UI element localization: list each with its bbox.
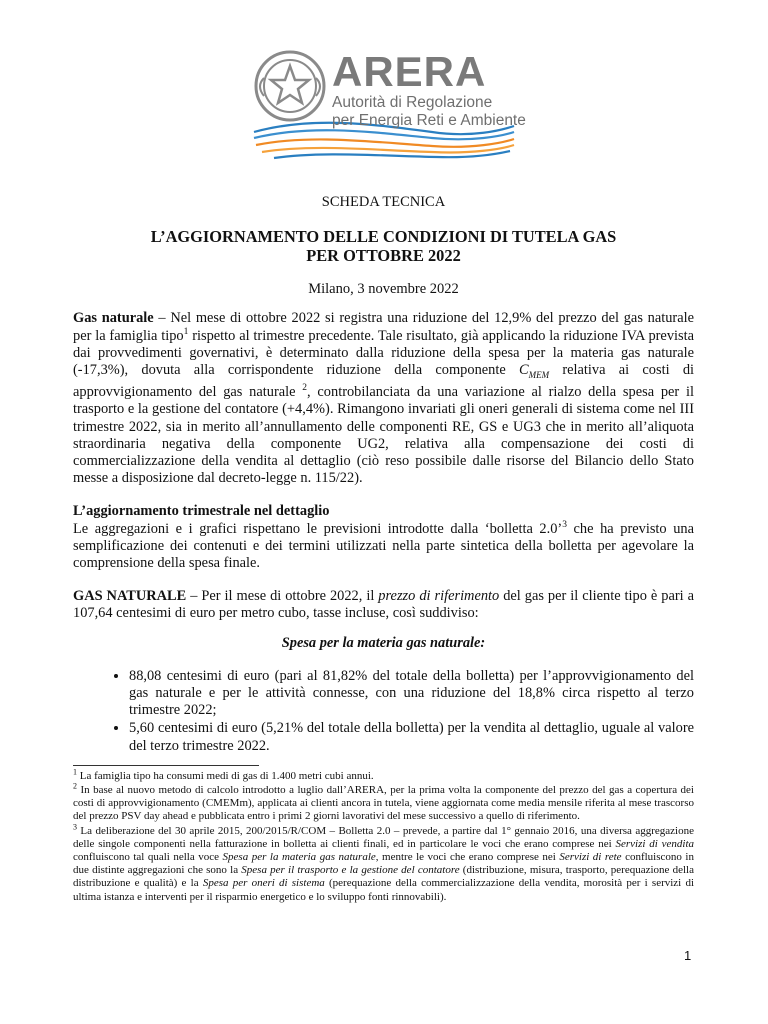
logo-text <box>332 50 526 130</box>
page-number: 1 <box>684 948 692 963</box>
cmem-term: $C_{MEM}$ <box>519 362 550 380</box>
footnote-2: $^2$ In base al nuovo metodo di calcolo introdotto a luglio dall’ARERA, per la prima volta la componente del prezzo del gas a copertura dei costi di approvvigionamento (CMEMm), applicata ai clienti ancora in tutela, viene aggiornata come media mensile riferita al mese trascorso del prezzo PSV day ahead e pubblicata entro i primi 2 giorni lavorativi del mese successivo a quello di riferimento. <box>73 781 694 823</box>
summary-text-2: rispetto al trimestre precedente. Tale risultato, già applicando la riduzione IVA prevista dai provvedimenti governativi, è determinato dalla riduzione della spesa per la materia gas naturale (-17,3%), dovuta alla corrispondente riduzione della componente <box>73 327 694 379</box>
brand-subtitle-2: per Energia Reti e Ambiente <box>332 112 526 129</box>
document-body <box>73 194 694 905</box>
footnote-3: $^3$ La deliberazione del 30 aprile 2015, 200/2015/R/COM – Bolletta 2.0 – prevede, a partire dal 1° gennaio 2016, una diversa aggregazione delle singole componenti nella fatturazione in bolletta ai clienti finali, ed in particolare le voci che erano comprese nei Servizi di vendita confluiscono tal quali nella voce Spesa per la materia gas naturale, mentre le voci che erano comprese nei Servizi di rete confluiscono in due distinte aggregazioni che sono la Spesa per il trasporto e la gestione del contatore (distribuzione, misura, trasporto, perequazione della distribuzione e qualità) e la Spesa per oneri di sistema (perequazione della commercializzazione della vendita, morosità per i servizi di ultima istanza e interventi per il risparmio energetico e lo sviluppo fonti rinnovabili). <box>73 821 695 903</box>
gas-naturale-summary <box>73 310 694 487</box>
price-term: prezzo di riferimento <box>378 588 500 605</box>
trimestrale-section <box>73 503 694 572</box>
title-line-2: PER OTTOBRE 2022 <box>306 246 461 266</box>
list-item: • 5,60 centesimi di euro (5,21% del totale della bolletta) per la vendita al dettaglio, uguale al valore del terzo trimestre 2022. <box>129 720 694 754</box>
brand-name: ARERA <box>332 48 487 95</box>
document-kicker: SCHEDA TECNICA <box>321 194 446 210</box>
footnote-1: $^1$ La famiglia tipo ha consumi medi di gas di 1.400 metri cubi annui. <box>73 767 374 782</box>
trimestrale-heading: L’aggiornamento trimestrale nel dettaglio <box>73 503 330 520</box>
trimestrale-text-2: che ha previsto una semplificazione dei contenuti e dei termini utilizzati nella parte sintetica della bolletta per agevolare la comprensione della spesa finale. <box>73 520 694 571</box>
republic-emblem-icon <box>256 52 324 120</box>
gas-naturale-price <box>73 588 694 622</box>
summary-lead: Gas naturale <box>73 310 154 327</box>
footnote-divider <box>73 765 259 766</box>
summary-text-1: – Nel mese di ottobre 2022 si registra una riduzione del 12,9% del prezzo del gas naturale per la famiglia tipo <box>73 310 694 344</box>
list-item: • 88,08 centesimi di euro (pari al 81,82% del totale della bolletta) per l’approvvigionamento del gas naturale e per le attività connesse, con una riduzione del 18,8% circa rispetto al terzo trimestre 2022; <box>129 668 694 720</box>
spesa-list <box>73 668 694 755</box>
price-lead: GAS NATURALE <box>73 588 187 605</box>
price-text-1: – Per il mese di ottobre 2022, il <box>186 588 379 605</box>
trimestrale-text-1: Le aggregazioni e i grafici rispettano le previsioni introdotte dalla ‘bolletta 2.0’ <box>73 520 563 537</box>
price-text-2: del gas per il cliente tipo è pari a 107,64 centesimi di euro per metro cubo, tasse incluse, così suddiviso: <box>73 588 695 622</box>
summary-text-4: , controbilanciata da una variazione al rialzo della spesa per il trasporto e la gestione del contatore (+4,4%). Rimangono invariati gli oneri generali di sistema come nel III trimestre 2022, sia in merito all’annullamento delle componenti RE, GS e UG3 che in merito all’aliquota straordinaria negativa della componente UG2, relativa alla compensazione dei costi di commercializzazione della vendita al dettaglio (ciò reso possibile dalle risorse del Bilancio dello Stato messe a disposizione dal decreto-legge n. 115/22). <box>73 384 694 487</box>
document-date: Milano, 3 novembre 2022 <box>308 281 459 298</box>
document-title <box>73 227 694 265</box>
footnote-ref-2[interactable]: 2 <box>302 383 308 394</box>
footnote-ref-3[interactable]: 3 <box>562 519 567 530</box>
footnote-ref-1[interactable]: 1 <box>183 326 189 337</box>
spesa-materia-heading: Spesa per la materia gas naturale: <box>281 634 486 651</box>
brand-subtitle-1: Autorità di Regolazione <box>332 94 493 111</box>
title-line-1: L’AGGIORNAMENTO DELLE CONDIZIONI DI TUTELA GAS <box>150 227 617 247</box>
summary-text-3: relativa ai costi di approvvigionamento del gas naturale <box>73 362 695 401</box>
